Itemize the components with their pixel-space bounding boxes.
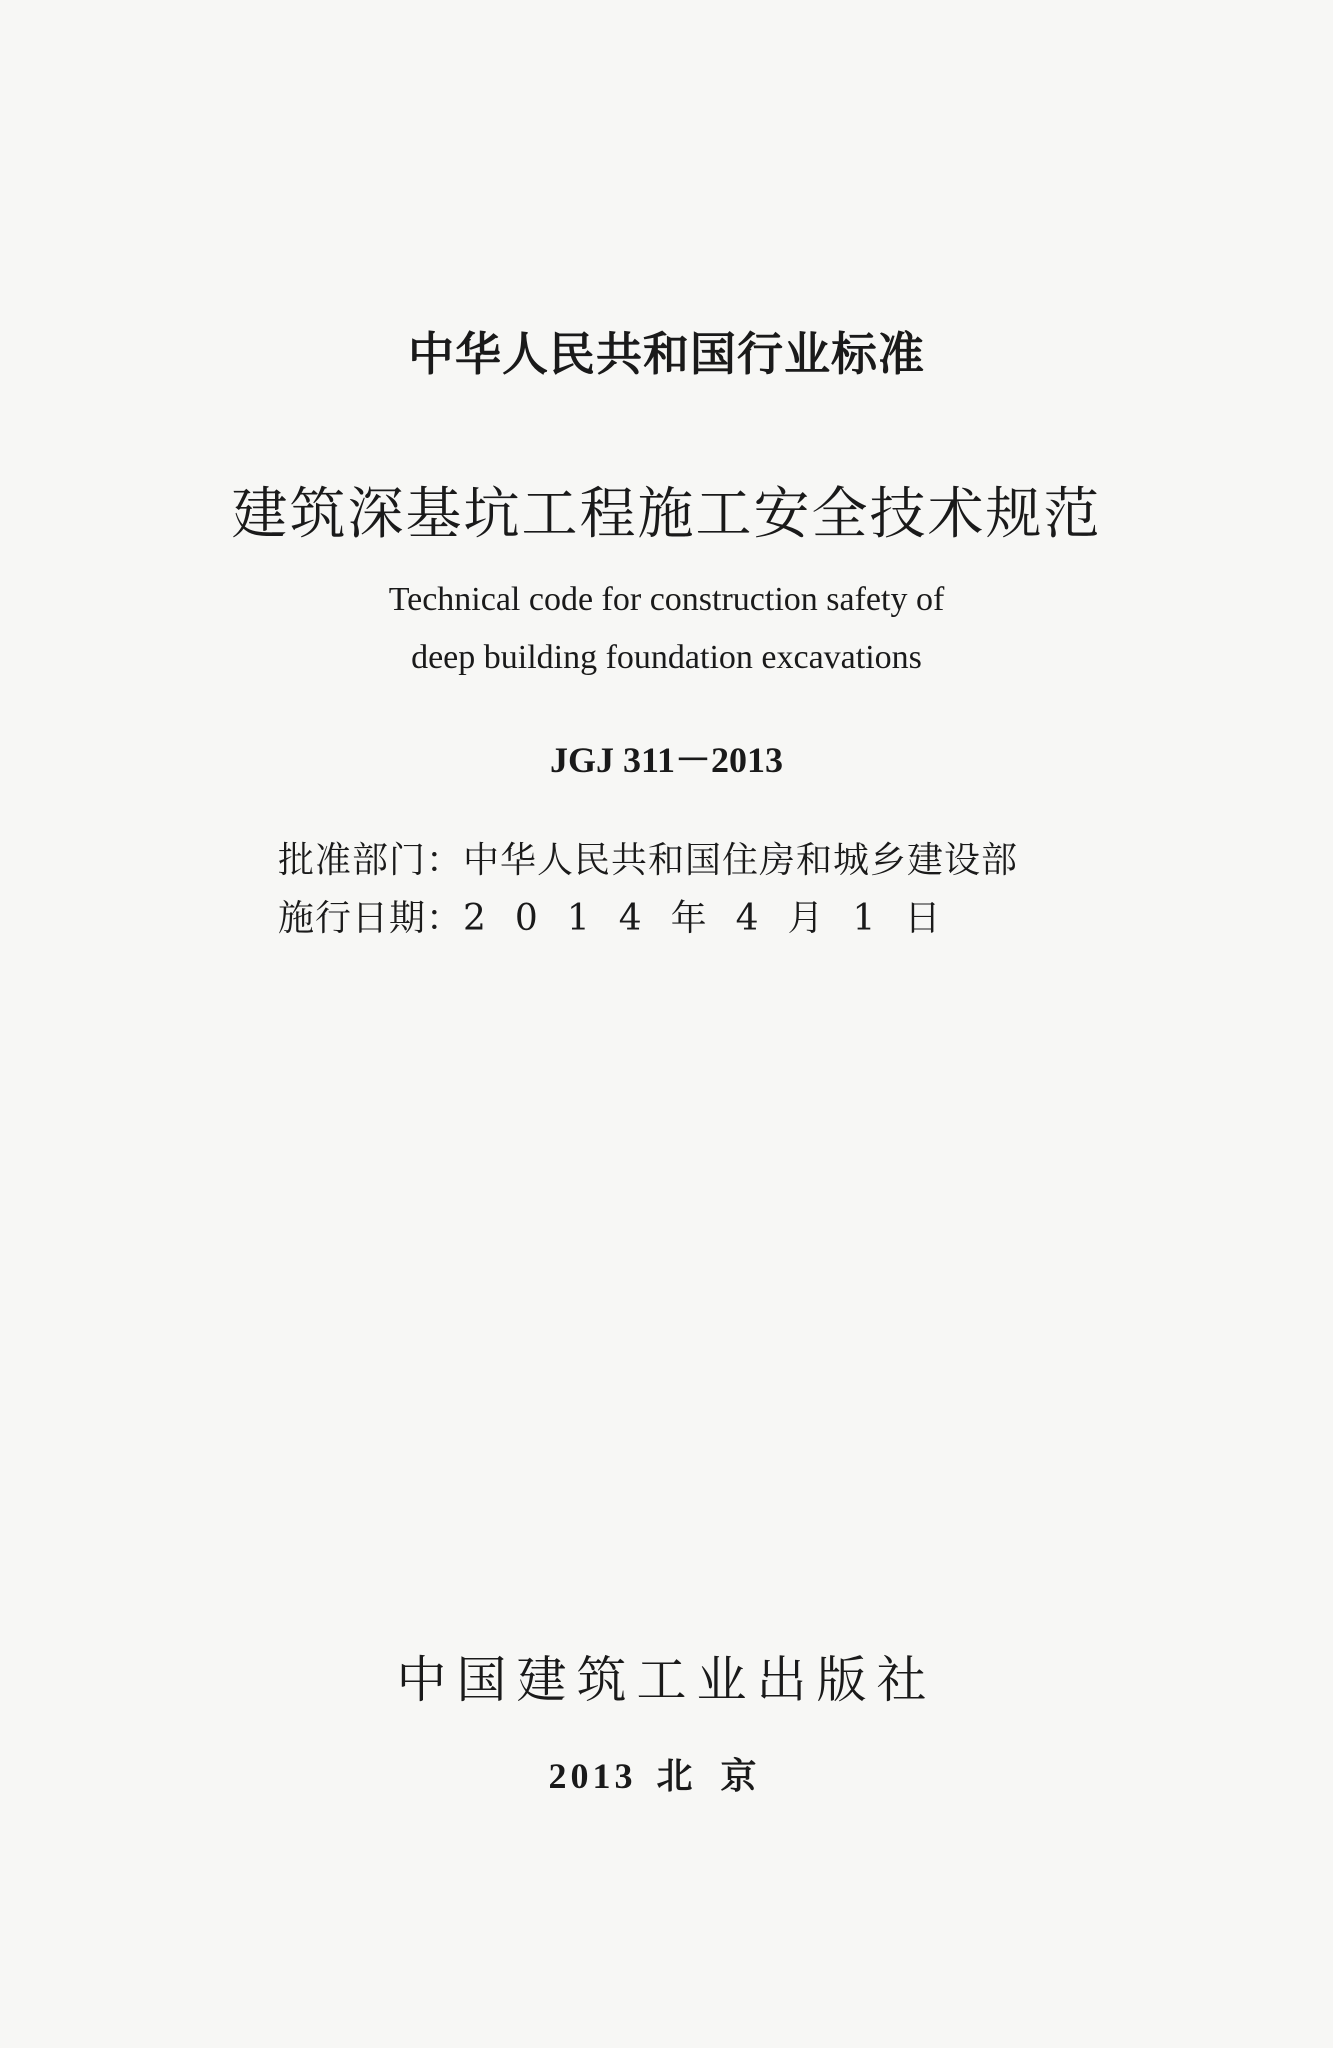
publication-info <box>0 1748 1333 1799</box>
publication-city: 北京 <box>656 1755 785 1797</box>
document-title-en-line1: Technical code for construction safety of <box>388 581 945 618</box>
document-title-cn: 建筑深基坑工程施工安全技术规范 <box>231 482 1102 547</box>
standard-code: JGJ 311－2013 <box>549 740 784 780</box>
approval-value: 中华人民共和国住房和城乡建设部 <box>463 840 1019 881</box>
series-title: 中华人民共和国行业标准 <box>408 327 925 381</box>
effective-label: 施行日期： <box>278 898 464 939</box>
publisher-name: 中国建筑工业出版社 <box>396 1651 937 1709</box>
approval-label: 批准部门： <box>278 840 464 881</box>
approval-line <box>278 832 1018 883</box>
publication-year: 2013 <box>548 1756 637 1796</box>
document-title-en-line2: deep building foundation excavations <box>411 639 922 676</box>
effective-date-line <box>278 890 969 941</box>
effective-date-value: 2014年4月1日 <box>463 898 970 939</box>
